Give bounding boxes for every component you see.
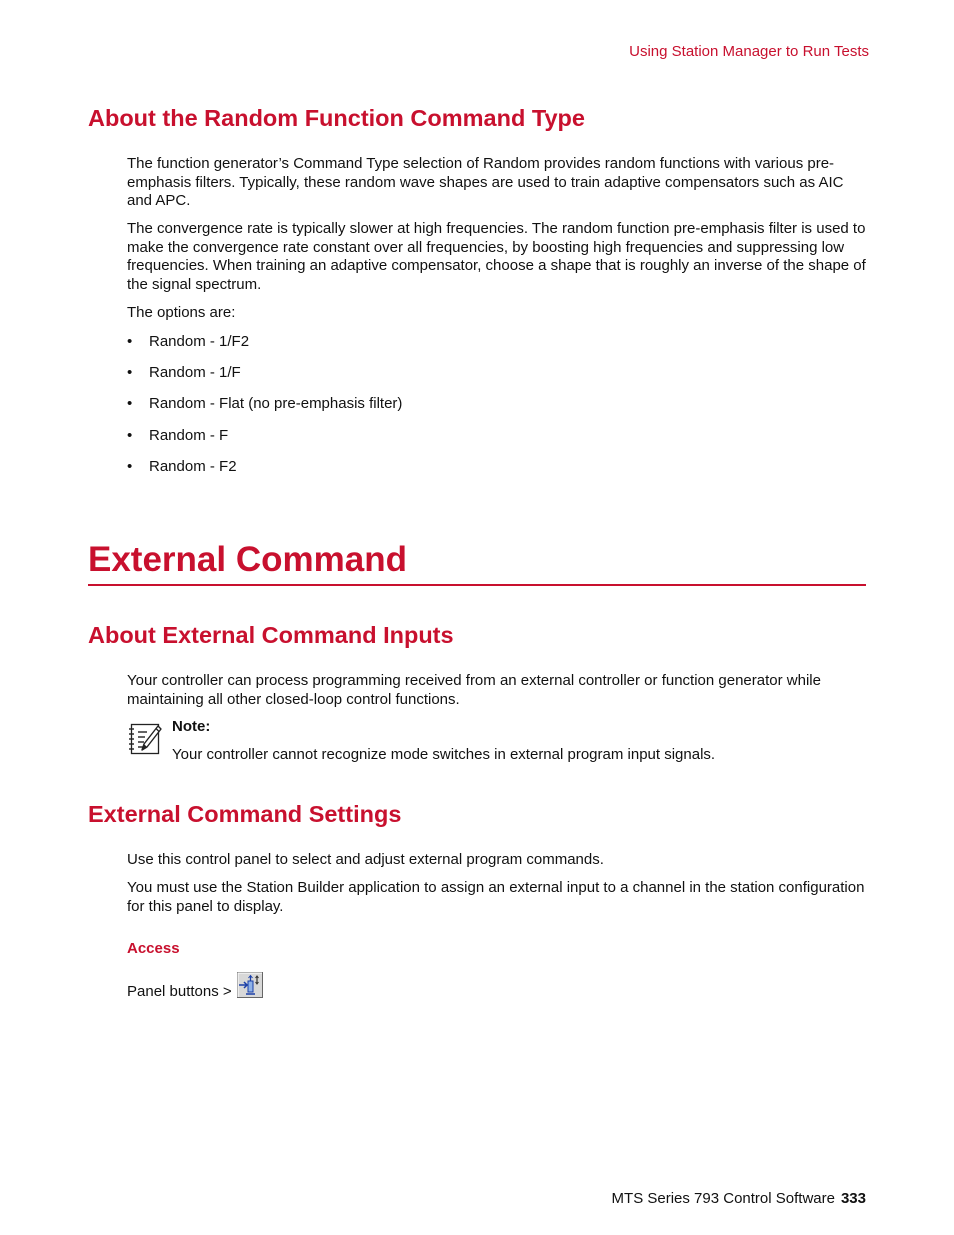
note-text: Your controller cannot recognize mode switches in external program input signals. [172,746,716,763]
settings-paragraph-1: Use this control panel to select and adjust external program commands. [127,851,604,868]
heading-external-settings: External Command Settings [88,801,402,827]
option-label: Random - F2 [149,457,237,475]
random-paragraph-1: The function generator’s Command Type selection of Random provides random functions with various pre-emphasis filters. Typically, these random wave shapes are used to train adaptive compensators such as AIC and APC. [127,155,844,209]
external-command-panel-icon [237,972,263,998]
bullet-mark: • [127,395,133,413]
options-intro: The options are: [127,304,236,321]
bullet-mark: • [127,457,133,475]
option-label: Random - F [149,426,229,444]
heading-random-function: About the Random Function Command Type [88,105,585,131]
heading-external-inputs: About External Command Inputs [88,622,454,648]
list-item [127,395,402,426]
bullet-mark: • [127,364,133,382]
access-path-label: Panel buttons > [127,983,232,1000]
bullet-mark: • [127,426,133,444]
list-item [127,458,402,489]
random-options-list [127,333,402,489]
note-label: Note: [172,718,211,735]
random-paragraph-2: The convergence rate is typically slower at high frequencies. The random function pre-emphasis filter is used to make the convergence rate constant over all frequencies, by boosting high frequencies and suppressing low frequencies. When training an adaptive compensator, choose a shape that is roughly an inverse of the shape of the signal spectrum. [127,220,866,293]
list-item [127,427,402,458]
inputs-paragraph: Your controller can process programming received from an external controller or function generator while maintaining all other closed-loop control functions. [127,672,821,708]
option-label: Random - 1/F [149,364,241,382]
bullet-mark: • [127,333,133,350]
access-path [127,970,263,1000]
chapter-title: External Command [88,540,407,579]
page-footer [612,1190,866,1207]
access-heading: Access [127,940,180,957]
settings-paragraph-2: You must use the Station Builder application to assign an external input to a channel in the station configuration for this panel to display. [127,879,865,915]
running-header: Using Station Manager to Run Tests [629,43,869,60]
page-number: 333 [840,1190,866,1207]
footer-product: MTS Series 793 Control Software [611,1190,835,1207]
note-pencil-icon [128,721,162,757]
chapter-title-rule [88,584,866,586]
list-item [127,333,402,364]
list-item [127,364,402,395]
option-label: Random - 1/F2 [149,333,250,350]
option-label: Random - Flat (no pre-emphasis filter) [149,395,403,413]
